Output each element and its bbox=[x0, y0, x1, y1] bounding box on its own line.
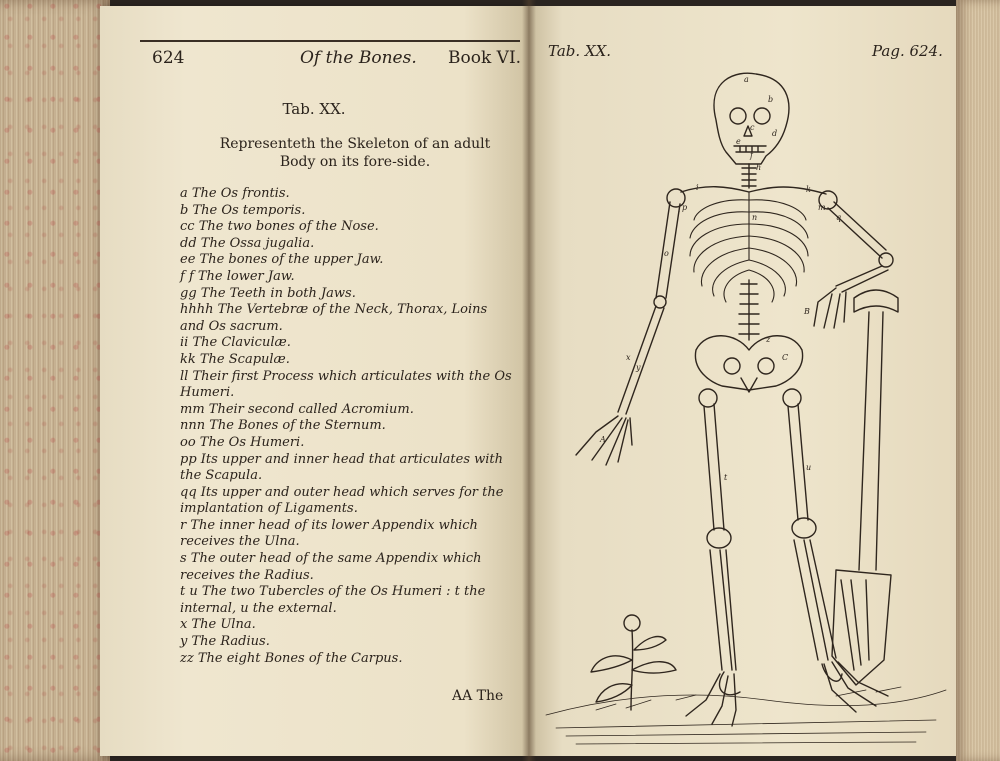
svg-text:A: A bbox=[600, 435, 606, 444]
legend-entry: y The Radius. bbox=[180, 634, 270, 650]
legend-entry: f f The lower Jaw. bbox=[180, 268, 295, 284]
plate-label: Tab. XX. bbox=[548, 42, 612, 60]
legend-entry: dd The Ossa jugalia. bbox=[180, 235, 315, 251]
legend-entry: hhhh The Vertebræ of the Neck, Thorax, Loins and Os sacrum. bbox=[180, 302, 488, 334]
legend-list bbox=[180, 186, 515, 667]
legend-entry: r The inner head of its lower Appendix which receives the Ulna. bbox=[180, 517, 478, 550]
page-number: 624 bbox=[152, 48, 185, 68]
plate-page-ref: Pag. 624. bbox=[872, 42, 943, 60]
svg-text:f: f bbox=[750, 151, 753, 160]
legend-entry: pp Its upper and inner head that articulates with the Scapula. bbox=[180, 451, 504, 484]
svg-text:p: p bbox=[682, 203, 688, 212]
svg-text:b: b bbox=[768, 95, 774, 104]
legend-entry: ll Their first Process which articulates with the Os Humeri. bbox=[180, 368, 512, 401]
legend-entry: kk The Scapulæ. bbox=[180, 351, 290, 367]
spade-drawing bbox=[832, 290, 898, 685]
svg-text:a: a bbox=[744, 75, 749, 84]
svg-text:d: d bbox=[772, 129, 778, 138]
legend-entry: s The outer head of the same Appendix which receives the Radius. bbox=[180, 551, 482, 583]
svg-text:c: c bbox=[750, 123, 755, 132]
plate-caption-title: Tab. XX. bbox=[282, 100, 346, 118]
legend-entry: gg The Teeth in both Jaws. bbox=[180, 285, 356, 301]
legend-entry: a The Os frontis. bbox=[180, 186, 290, 201]
svg-text:t: t bbox=[724, 473, 728, 482]
arm-hanging bbox=[576, 202, 680, 465]
svg-text:n: n bbox=[752, 213, 758, 222]
header-rule bbox=[140, 40, 520, 42]
legend-entry: zz The eight Bones of the Carpus. bbox=[180, 650, 403, 666]
legend-entry: ee The bones of the upper Jaw. bbox=[180, 252, 384, 268]
legend-entry: b The Os temporis. bbox=[180, 202, 306, 218]
svg-text:q: q bbox=[836, 213, 842, 222]
svg-text:B: B bbox=[804, 307, 810, 316]
svg-text:C: C bbox=[782, 353, 789, 362]
svg-text:h: h bbox=[756, 163, 762, 172]
svg-text:l: l bbox=[678, 205, 681, 214]
svg-text:e: e bbox=[736, 137, 741, 146]
skeleton-engraving bbox=[536, 60, 956, 750]
svg-text:z: z bbox=[766, 335, 771, 344]
legend-entry: t u The two Tubercles of the Os Humeri : t the internal, u the external. bbox=[180, 584, 486, 616]
legend-entry: x The Ulna. bbox=[180, 617, 256, 633]
svg-text:u: u bbox=[806, 463, 812, 472]
book-label: Book VI. bbox=[448, 48, 522, 68]
legend-entry: nnn The Bones of the Sternum. bbox=[180, 418, 386, 434]
svg-text:o: o bbox=[664, 249, 669, 258]
legend-entry: ii The Claviculæ. bbox=[180, 335, 291, 351]
catchword: AA The bbox=[452, 688, 504, 704]
svg-text:y: y bbox=[636, 363, 641, 372]
legend-entry: qq Its upper and outer head which serves for the implantation of Ligaments. bbox=[180, 484, 504, 517]
right-page-edges bbox=[956, 0, 1000, 761]
svg-text:m: m bbox=[818, 203, 826, 212]
svg-text:i: i bbox=[696, 183, 699, 192]
plate-caption-intro: Representeth the Skeleton of an adult Body on its fore-side. bbox=[219, 136, 491, 170]
svg-text:x: x bbox=[626, 353, 631, 362]
left-page-edges bbox=[0, 0, 110, 761]
running-title: Of the Bones. bbox=[300, 48, 417, 68]
svg-text:k: k bbox=[806, 185, 811, 194]
legend-entry: mm Their second called Acromium. bbox=[180, 401, 414, 417]
shoulder-girdle bbox=[667, 187, 837, 209]
legs bbox=[686, 389, 888, 726]
pelvis bbox=[695, 336, 802, 392]
legend-entry: cc The two bones of the Nose. bbox=[180, 219, 379, 235]
legend-entry: oo The Os Humeri. bbox=[180, 434, 305, 450]
plate-letters bbox=[599, 75, 841, 482]
